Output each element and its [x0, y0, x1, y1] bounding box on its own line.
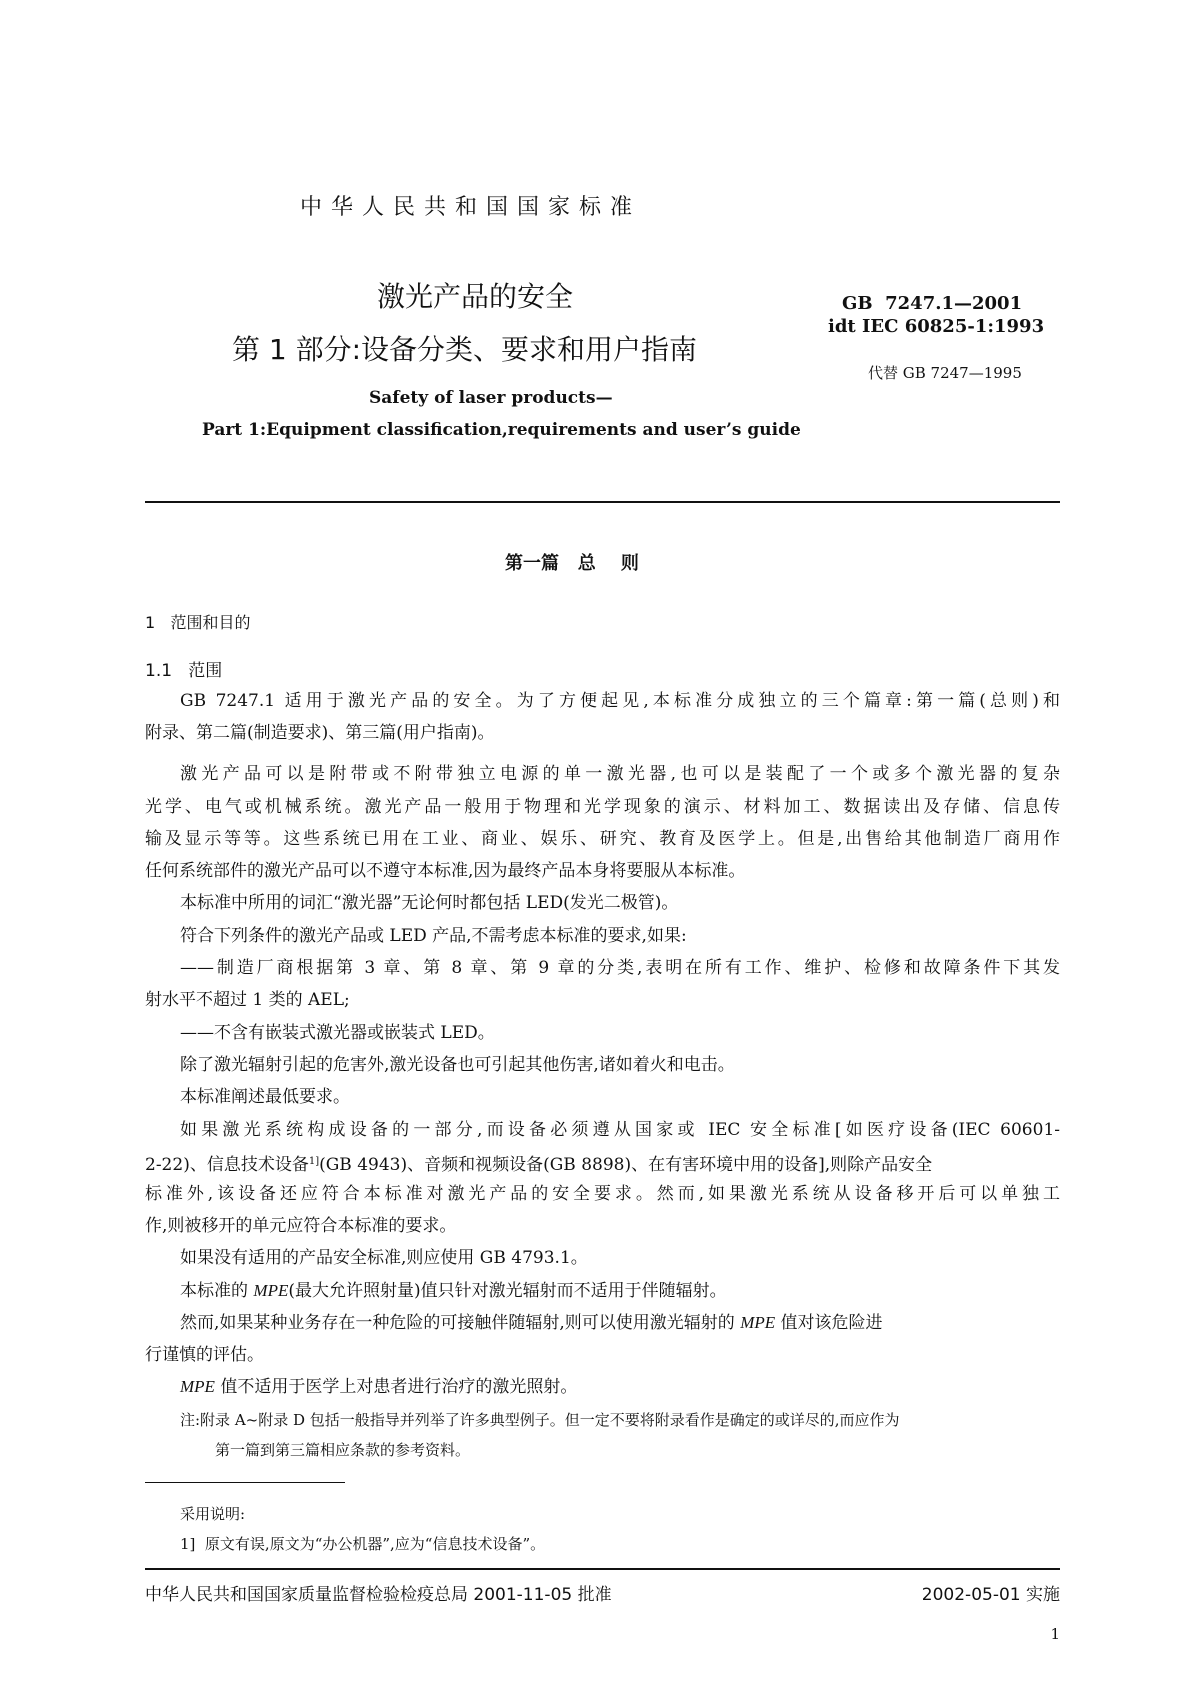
paragraph-line: 如果激光系统构成设备的一部分,而设备必须遵从国家或 IEC 安全标准[如医疗设备(IEC 60601-: [180, 1120, 1060, 1140]
list-item-line: 射水平不超过 1 类的 AEL;: [145, 990, 350, 1010]
footnote-rule: [145, 1482, 345, 1483]
text-segment: 本标准的: [180, 1281, 254, 1301]
paragraph-line: 作,则被移开的单元应符合本标准的要求。: [145, 1216, 457, 1236]
mpe-term: MPE: [253, 1281, 289, 1300]
paragraph-line: 任何系统部件的激光产品可以不遵守本标准,因为最终产品本身将要服从本标准。: [145, 861, 746, 881]
note-line: 第一篇到第三篇相应条款的参考资料。: [215, 1441, 471, 1459]
paragraph-line: 光学、电气或机械系统。激光产品一般用于物理和光学现象的演示、材料加工、数据读出及存储、信息传: [145, 797, 1060, 817]
english-title-1: Safety of laser products—: [369, 388, 613, 408]
paragraph-line: 行谨慎的评估。: [145, 1345, 264, 1365]
paragraph-line: 符合下列条件的激光产品或 LED 产品,不需考虑本标准的要求,如果:: [180, 926, 687, 946]
footer-rule: [145, 1568, 1060, 1570]
page-number: 1: [1050, 1625, 1060, 1643]
list-item-line: ——不含有嵌装式激光器或嵌装式 LED。: [180, 1023, 495, 1043]
paragraph-line: GB 7247.1 适用于激光产品的安全。为了方便起见,本标准分成独立的三个篇章:第一篇(总则)和: [180, 691, 1060, 711]
approval-text: 中华人民共和国国家质量监督检验检疫总局 2001-11-05 批准: [145, 1585, 612, 1605]
text-segment: 2-22)、信息技术设备: [145, 1155, 309, 1175]
paragraph-line: 本标准中所用的词汇“激光器”无论何时都包括 LED(发光二极管)。: [180, 893, 679, 913]
text-segment: 值不适用于医学上对患者进行治疗的激光照射。: [214, 1377, 578, 1397]
section-1-1-heading: 1.1 范围: [145, 661, 223, 681]
national-standard-header: 中华人民共和国国家标准: [300, 195, 642, 220]
paragraph-line: 如果没有适用的产品安全标准,则应使用 GB 4793.1。: [180, 1248, 588, 1268]
header-rule: [145, 501, 1060, 503]
title-line-1: 激光产品的安全: [377, 280, 574, 313]
english-title-2: Part 1:Equipment classification,requirements and user’s guide: [202, 420, 801, 440]
text-segment: 值对该危险进: [775, 1313, 883, 1333]
list-item-line: ——制造厂商根据第 3 章、第 8 章、第 9 章的分类,表明在所有工作、维护、检修和故障条件下其发: [180, 958, 1060, 978]
title-line-2: 第 1 部分:设备分类、要求和用户指南: [232, 333, 698, 366]
standard-code: GB 7247.1—2001: [842, 293, 1023, 314]
part-heading: 第一篇 总 则: [505, 553, 639, 574]
paragraph-line: 标准外,该设备还应符合本标准对激光产品的安全要求。然而,如果激光系统从设备移开后可以单独工: [145, 1184, 1060, 1204]
mpe-term: MPE: [180, 1377, 215, 1396]
paragraph-line: 激光产品可以是附带或不附带独立电源的单一激光器,也可以是装配了一个或多个激光器的复杂: [180, 764, 1060, 784]
paragraph-line: [180, 1376, 577, 1398]
footnote-title: 采用说明:: [180, 1505, 246, 1523]
paragraph-line: [145, 1151, 932, 1176]
paragraph-line: 除了激光辐射引起的危害外,激光设备也可引起其他伤害,诸如着火和电击。: [180, 1055, 735, 1075]
paragraph-line: 输及显示等等。这些系统已用在工业、商业、娱乐、研究、教育及医学上。但是,出售给其他制造厂商用作: [145, 829, 1060, 849]
text-segment: 然而,如果某种业务存在一种危险的可接触伴随辐射,则可以使用激光辐射的: [180, 1313, 741, 1333]
section-1-heading: 1 范围和目的: [145, 613, 251, 632]
text-segment: (GB 4943)、音频和视频设备(GB 8898)、在有害环境中用的设备],则除产品安全: [319, 1155, 933, 1175]
footnote-item: 1] 原文有误,原文为“办公机器”,应为“信息技术设备”。: [180, 1535, 546, 1553]
paragraph-line: [180, 1312, 883, 1334]
idt-code: idt IEC 60825-1:1993: [828, 316, 1045, 337]
paragraph-line: 附录、第二篇(制造要求)、第三篇(用户指南)。: [145, 723, 495, 743]
text-segment: (最大允许照射量)值只针对激光辐射而不适用于伴随辐射。: [288, 1281, 727, 1301]
paragraph-line: 本标准阐述最低要求。: [180, 1087, 350, 1107]
implementation-date: 2002-05-01 实施: [921, 1585, 1060, 1605]
note-line: 注:附录 A~附录 D 包括一般指导并列举了许多典型例子。但一定不要将附录看作是确定的或详尽的,而应作为: [180, 1411, 900, 1429]
mpe-term: MPE: [740, 1313, 776, 1332]
paragraph-line: [180, 1280, 727, 1302]
replaces-code: 代替 GB 7247—1995: [868, 364, 1022, 382]
footnote-ref: 1]: [308, 1156, 320, 1167]
